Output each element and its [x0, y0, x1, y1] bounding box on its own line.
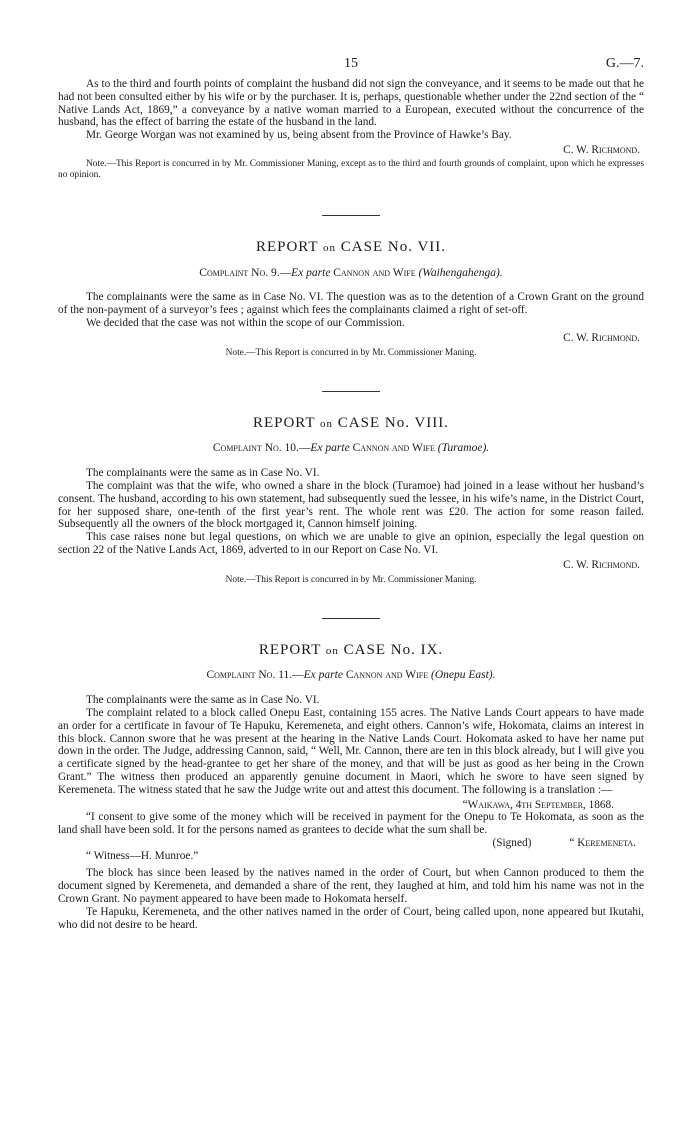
case-7-party: Cannon and Wife	[333, 266, 416, 279]
case-8-complaint	[58, 442, 644, 455]
case-7-title	[58, 238, 644, 255]
case-9-paragraph-3: The block has since been leased by the natives named in the order of Court, but when Cannon produced to them the document signed by Keremeneta, and demanded a share of the rent, they laughed at him, and told him his name was not in the Crown Grant. No payment appeared to have been made to Hokomata herself.	[58, 867, 644, 906]
intro-paragraph-2: Mr. George Worgan was not examined by us, being absent from the Province of Hawke’s Bay.	[86, 129, 512, 142]
letter-place-date: “Waikawa, 4th September, 1868.	[462, 798, 614, 811]
letter-body: “I consent to give some of the money which will be received in payment for the Onepu to Te Hokomata, as soon as the land shall have been sold. It for the persons named as grantees to decide what the sum shall be.	[58, 811, 644, 837]
signed-label: (Signed)	[492, 836, 532, 849]
signed-name: “ Keremeneta.	[569, 836, 636, 849]
case-9-paragraph-4: Te Hapuku, Keremeneta, and the other natives named in the order of Court, being called upon, none appeared but Ikutahi, who did not desire to be heard.	[58, 905, 644, 931]
document-page	[58, 58, 644, 931]
case-7-signature: C. W. Richmond.	[563, 331, 640, 344]
case-8-title-on: on	[320, 417, 334, 430]
case-8-ex-parte: Ex parte	[310, 442, 350, 455]
intro-paragraph-1: As to the third and fourth points of complaint the husband did not sign the conveyance, and it seems to be made out that he had not been consulted either by his wife or by the purchaser. It is, perhaps, questionable whether under the 22nd section of the “ Native Lands Act, 1869,” a conveyance by a native woman married to a European, executed without the concurrence of the husband, has the effect of barring the estate of the husband in the land.	[58, 78, 644, 129]
case-9-section	[58, 641, 644, 932]
case-7-paragraph-1: The complainants were the same as in Case No. VI. The question was as to the detention of a Crown Grant on the ground of the non-payment of a surveyor’s fees ; against which fees the complainants claimed a right of set-off.	[58, 291, 644, 317]
case-7-section	[58, 238, 644, 359]
page-reference: G.—7.	[605, 56, 644, 71]
case-8-place: (Turamoe).	[437, 442, 490, 455]
case-8-paragraph-3: This case raises none but legal questions, on which we are unable to give an opinion, especially the legal question on section 22 of the Native Lands Act, 1869, adverted to in our Report on Case No. VI.	[58, 531, 644, 556]
case-7-paragraph-2: We decided that the case was not within the scope of our Commission.	[86, 316, 405, 329]
section-divider	[322, 618, 380, 619]
case-9-complaint	[58, 669, 644, 682]
case-7-complaint-number: Complaint No. 9.—	[199, 266, 292, 279]
intro-note: Note.—This Report is concurred in by Mr. Commissioner Maning, except as to the third and fourth grounds of complaint, upon which he expresses no opinion.	[58, 158, 644, 180]
case-7-title-on: on	[323, 241, 337, 254]
page-number: 15	[344, 56, 358, 71]
case-9-title-report: REPORT	[258, 641, 322, 658]
case-9-title-case: CASE No. IX.	[343, 641, 444, 658]
case-7-place: (Waihengahenga).	[418, 266, 503, 279]
letter-witness: “ Witness—H. Munroe.”	[86, 849, 199, 862]
case-9-party: Cannon and Wife	[345, 669, 429, 682]
case-7-note: Note.—This Report is concurred in by Mr. Commissioner Maning.	[225, 347, 477, 358]
case-9-title-on: on	[325, 644, 339, 657]
case-8-paragraph-1: The complainants were the same as in Case No. VI.	[86, 467, 320, 480]
letter-signed	[58, 837, 644, 850]
section-divider	[322, 215, 380, 216]
case-9-ex-parte: Ex parte	[303, 669, 343, 682]
case-8-note: Note.—This Report is concurred in by Mr. Commissioner Maning.	[225, 574, 477, 585]
case-9-title	[58, 641, 644, 658]
page-header	[58, 58, 644, 78]
case-7-ex-parte: Ex parte	[291, 266, 331, 279]
section-divider	[322, 391, 380, 392]
case-7-title-report: REPORT	[255, 238, 319, 255]
case-9-place: (Onepu East).	[430, 669, 496, 682]
case-8-title-report: REPORT	[252, 414, 316, 431]
intro-signature: C. W. Richmond.	[563, 143, 640, 156]
case-9-paragraph-2: The complaint related to a block called Onepu East, containing 155 acres. The Native Lands Court appears to have made an order for a certificate in favour of Te Hapuku, Keremeneta, and eight others. Cannon’s wife, Hokomata, claims an interest in this block. Cannon swore that he was present at the hearing in the Native Lands Court. Hokomata asked to have her name put down in the order. The Judge, addressing Cannon, said, “ Well, Mr. Cannon, there are ten in this block already, but I will give you a certificate signed by the head-grantee to get her share of the money, and that will be just as good as her being in the Crown Grant.” The witness then produced an apparently genuine document in Maori, which he swore to have seen signed by Keremeneta. The witness stated that he saw the Judge write out and attest this document. The following is a translation :—	[58, 706, 644, 796]
case-8-complaint-number: Complaint No. 10.—	[212, 442, 311, 455]
case-8-section	[58, 414, 644, 586]
case-8-paragraph-2: The complaint was that the wife, who owned a share in the block (Turamoe) had joined in a lease without her husband’s consent. The husband, according to his own statement, had subsequently sued the lessee, in his wife’s name, in the District Court, for her supposed share, one-tenth of the first year’s rent. The whole rent was £20. The action for some reason failed. Subsequently all the owners of the block mortgaged it, Cannon himself joining.	[58, 479, 644, 531]
case-8-party: Cannon and Wife	[352, 442, 435, 455]
case-7-complaint	[58, 267, 644, 280]
case-9-complaint-number: Complaint No. 11.—	[206, 669, 304, 682]
case-9-paragraph-1: The complainants were the same as in Case No. VI.	[86, 694, 320, 707]
case-7-title-case: CASE No. VII.	[340, 238, 447, 255]
case-8-title	[58, 414, 644, 431]
case-8-title-case: CASE No. VIII.	[337, 414, 450, 431]
case-8-signature: C. W. Richmond.	[563, 558, 640, 571]
